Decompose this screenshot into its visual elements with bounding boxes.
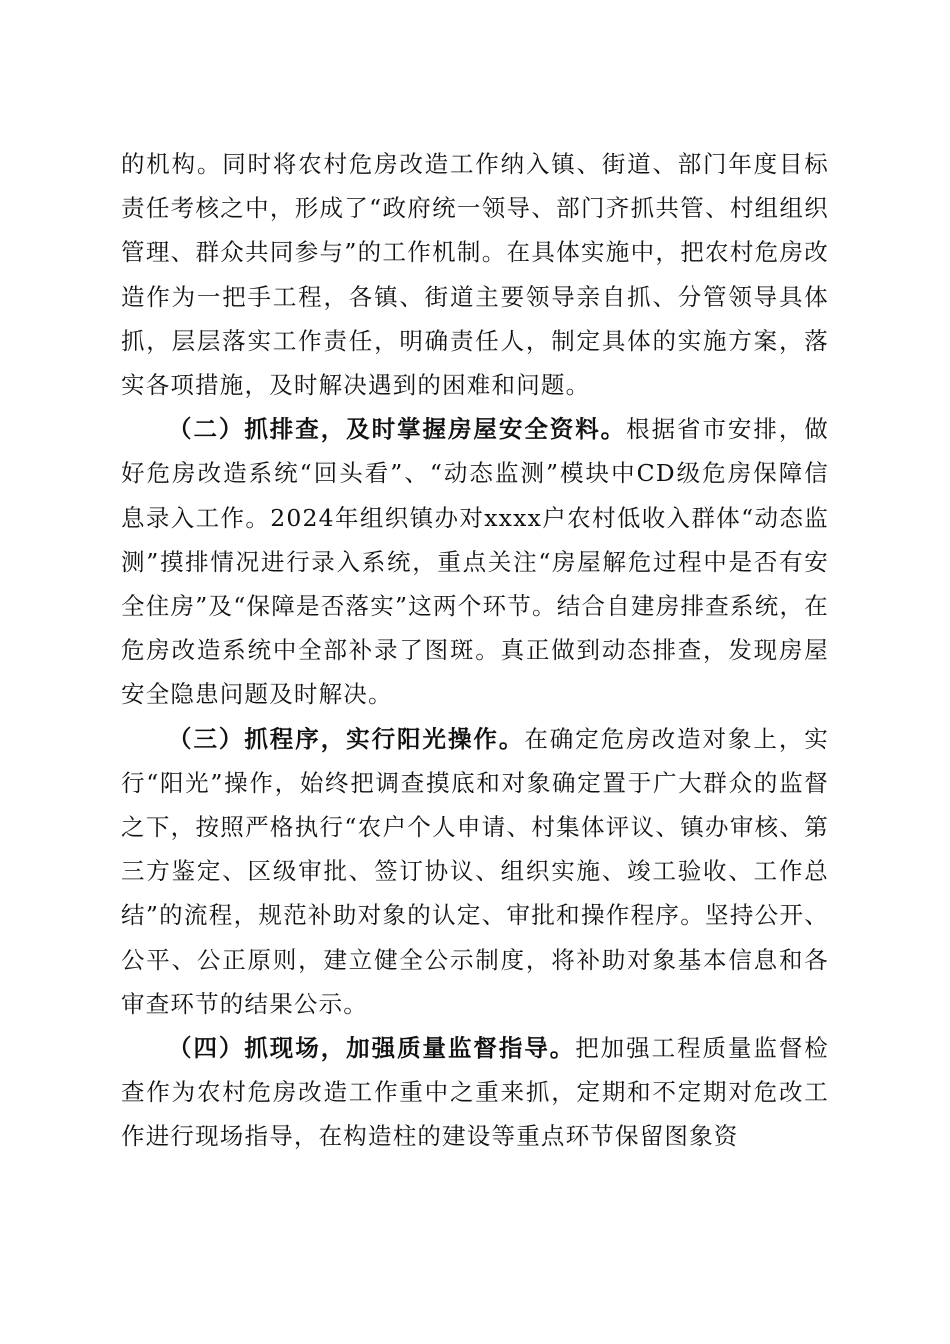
paragraph-continuation: [121, 142, 829, 407]
paragraph-section-4: [121, 1026, 829, 1159]
paragraph-text: 根据省市安排，做好危房改造系统“回头看”、“动态监测”模块中CD级危房保障信息录入工作。2024年组织镇办对xxxx户农村低收入群体“动态监测”摸排情况进行录入系统，重点关注“房屋解危过程中是否有安全住房”及“保障是否落实”这两个环节。结合自建房排查系统，在危房改造系统中全部补录了图斑。真正做到动态排查，发现房屋安全隐患问题及时解决。: [121, 415, 829, 709]
paragraph-text: 把加强工程质量监督检查作为农村危房改造工作重中之重来抓，定期和不定期对危改工作进行现场指导，在构造柱的建设等重点环节保留图象资: [121, 1034, 830, 1151]
section-heading: （二）抓排查，及时掌握房屋安全资料。: [168, 415, 627, 444]
section-heading: （三）抓程序，实行阳光操作。: [168, 724, 525, 753]
paragraph-section-3: [121, 717, 829, 1026]
paragraph-text: 在确定危房改造对象上，实行“阳光”操作，始终把调查摸底和对象确定置于广大群众的监督之下，按照严格执行“农户个人申请、村集体评议、镇办审核、第三方鉴定、区级审批、签订协议、组织实施、竣工验收、工作总结”的流程，规范补助对象的认定、审批和操作程序。坚持公开、公平、公正原则，建立健全公示制度，将补助对象基本信息和各审查环节的结果公示。: [121, 724, 829, 1018]
paragraph-text: 的机构。同时将农村危房改造工作纳入镇、街道、部门年度目标责任考核之中，形成了“政府统一领导、部门齐抓共管、村组组织管理、群众共同参与”的工作机制。在具体实施中，把农村危房改造作为一把手工程，各镇、街道主要领导亲自抓、分管领导具体抓，层层落实工作责任，明确责任人，制定具体的实施方案，落实各项措施，及时解决遇到的困难和问题。: [121, 150, 829, 400]
document-body: [121, 142, 829, 1159]
section-heading: （四）抓现场，加强质量监督指导。: [168, 1034, 576, 1063]
paragraph-section-2: [121, 407, 829, 716]
